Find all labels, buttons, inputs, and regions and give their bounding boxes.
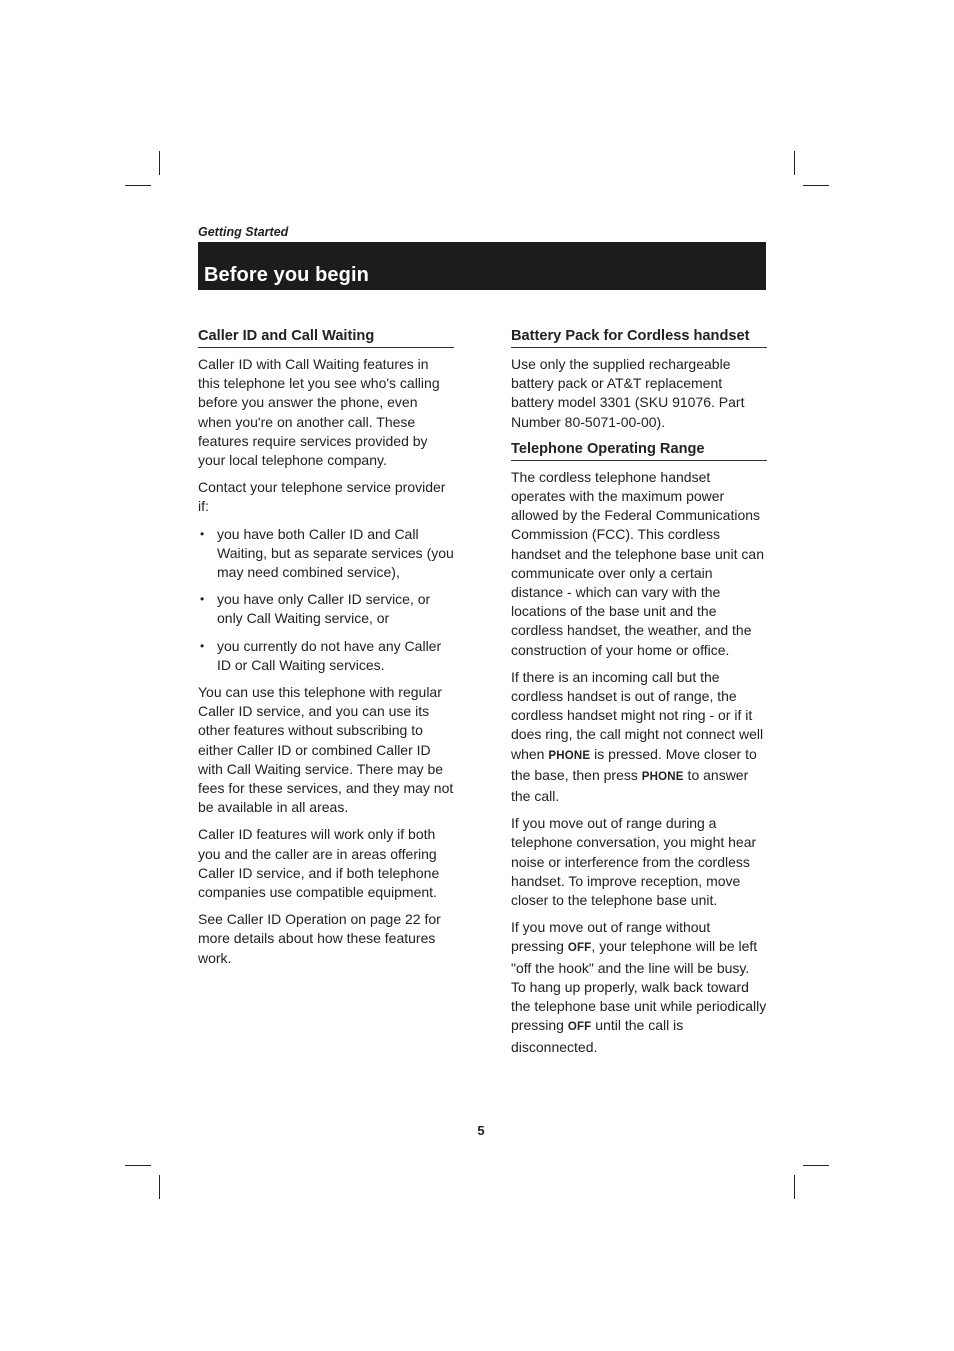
page-title: Before you begin [204, 264, 369, 286]
phone-key-label: PHONE [641, 770, 684, 783]
phone-key-label: PHONE [548, 749, 591, 762]
battery-heading: Battery Pack for Cordless handset [511, 327, 767, 348]
text-span: until the call is disconnected. [511, 1017, 684, 1055]
crop-mark [794, 151, 795, 175]
paragraph: Use only the supplied rechargeable battery pack or AT&T replacement battery model 3301 (SKU 91076. Part Number 80-5071-00-00). [511, 356, 745, 430]
paragraph: The cordless telephone handset operates with the maximum power allowed by the Federal Communications Commission (FCC). This cordless handset and the telephone base unit can communicate over only a certain distance - which can vary with the locations of the base unit and the cordless handset, the weather, and the construction of your home or office. [511, 468, 764, 658]
list-item: • you currently do not have any Caller ID or Call Waiting services. [198, 637, 454, 675]
text-span: If there is an incoming call but the cordless handset is out of range, the cordless handset might not ring - or if it does ring, the call might not connect well when [511, 668, 764, 762]
section-label: Getting Started [198, 225, 289, 239]
bullet-list [198, 525, 454, 675]
text-span: to answer the call. [511, 766, 749, 805]
paragraph: Caller ID with Call Waiting features in this telephone let you see who's calling before you answer the phone, even when you're on another call. These features require services provided by your local telephone company. [198, 356, 440, 469]
crop-mark [794, 1175, 795, 1199]
paragraph: Contact your telephone service provider if: [198, 479, 446, 515]
left-column [198, 327, 454, 976]
crop-mark [125, 185, 151, 186]
paragraph [511, 918, 767, 1056]
crop-mark [159, 1175, 160, 1199]
crop-mark [125, 1165, 151, 1166]
text-span: is pressed. Move closer to the base, then press [511, 745, 757, 783]
off-key-label: OFF [567, 942, 592, 955]
paragraph: If you move out of range during a telephone conversation, you might hear noise or interference from the cordless handset. To improve reception, move closer to the telephone base unit. [511, 815, 757, 909]
text-span: If you move out of range without pressing [511, 919, 711, 955]
list-item: • you have both Caller ID and Call Waiting, but as separate services (you may need combined service), [198, 525, 454, 583]
paragraph [511, 668, 767, 806]
crop-mark [803, 1165, 829, 1166]
paragraph: See Caller ID Operation on page 22 for more details about how these features work. [198, 911, 441, 966]
title-banner [198, 242, 766, 290]
crop-mark [159, 151, 160, 175]
paragraph: You can use this telephone with regular Caller ID service, and you can use its other features without subscribing to either Caller ID or combined Caller ID with Call Waiting service. There may be fees for these services, and they may not be available in all areas. [198, 684, 454, 816]
paragraph: Caller ID features will work only if both you and the caller are in areas offering Caller ID service, and if both telephone companies use compatible equipment. [198, 826, 440, 901]
right-column [511, 327, 767, 1065]
page-number: 5 [477, 1123, 485, 1138]
text-span: , your telephone will be left "off the hook" and the line will be busy. To hang up properly, walk back toward the telephone base unit while periodically pressing [511, 938, 767, 1034]
range-heading: Telephone Operating Range [511, 440, 767, 461]
off-key-label: OFF [567, 1021, 592, 1034]
caller-id-heading: Caller ID and Call Waiting [198, 327, 454, 348]
list-item: • you have only Caller ID service, or only Call Waiting service, or [198, 590, 454, 628]
crop-mark [803, 185, 829, 186]
